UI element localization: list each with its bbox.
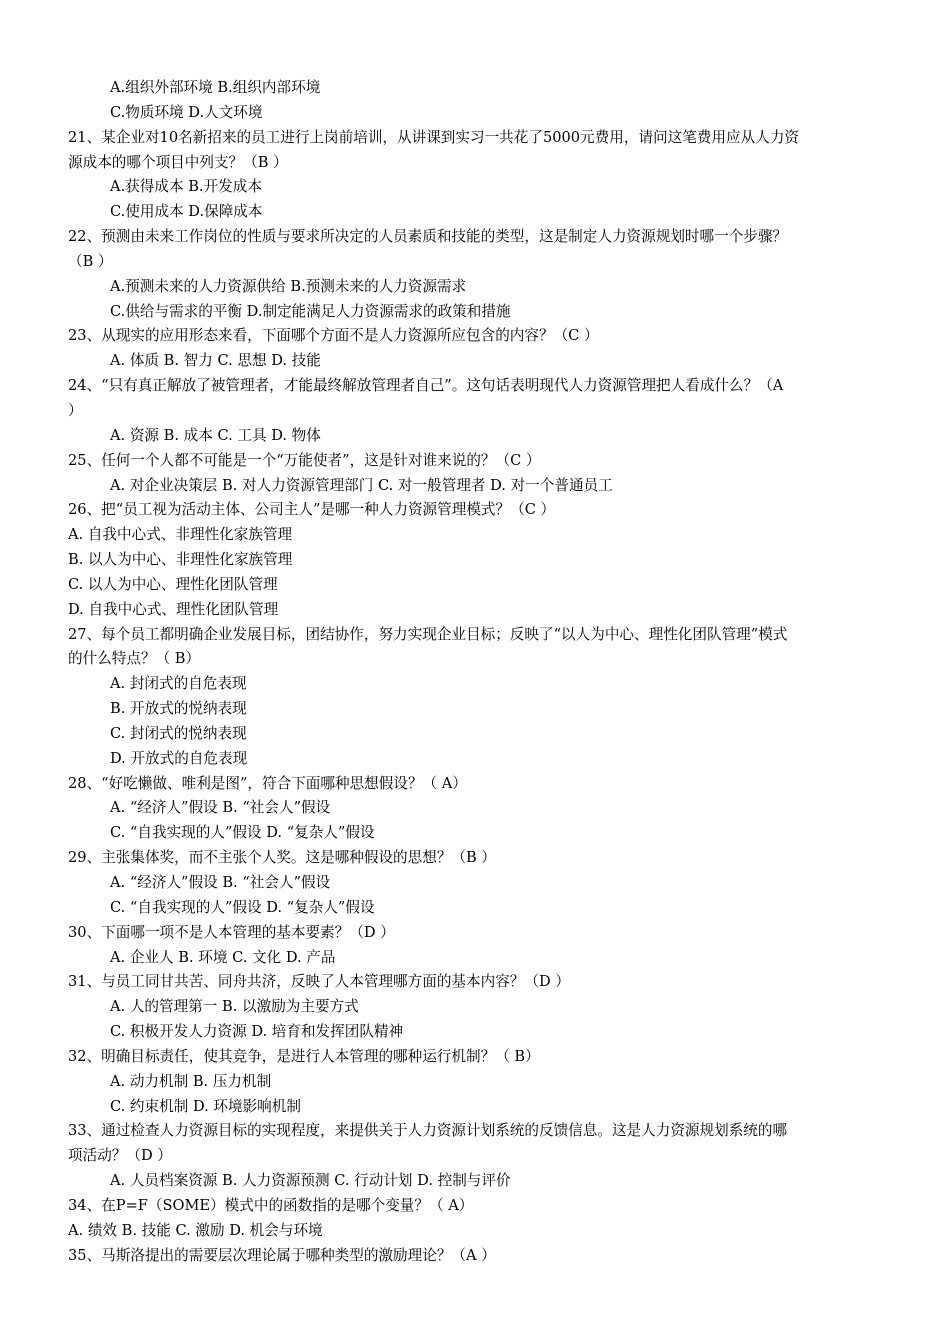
- answer-options-line: A.获得成本 B.开发成本: [110, 178, 262, 196]
- question-text-line: 26、把“员工视为活动主体、公司主人”是哪一种人力资源管理模式？（C ）: [68, 501, 556, 519]
- answer-options-line: C. “自我实现的人”假设 D. “复杂人”假设: [110, 824, 375, 842]
- answer-options-line: A. 人员档案资源 B. 人力资源预测 C. 行动计划 D. 控制与评价: [110, 1172, 511, 1190]
- answer-options-line: A. 体质 B. 智力 C. 思想 D. 技能: [110, 352, 321, 370]
- question-text-line: ）: [68, 401, 83, 419]
- answer-options-line: B. 开放式的悦纳表现: [110, 700, 247, 718]
- question-text-line: 23、从现实的应用形态来看，下面哪个方面不是人力资源所应包含的内容？（C ）: [68, 327, 599, 345]
- question-text-line: A. 绩效 B. 技能 C. 激励 D. 机会与环境: [68, 1221, 323, 1239]
- question-text-line: 22、预测由未来工作岗位的性质与要求所决定的人员素质和技能的类型，这是制定人力资源规划时哪一个步骤？: [68, 228, 788, 246]
- answer-options-line: C. 约束机制 D. 环境影响机制: [110, 1097, 301, 1115]
- answer-options-line: A. 企业人 B. 环境 C. 文化 D. 产品: [110, 948, 336, 966]
- question-text-line: 27、每个员工都明确企业发展目标，团结协作，努力实现企业目标；反映了“以人为中心、理性化团队管理”模式: [68, 625, 788, 643]
- answer-options-line: A. 对企业决策层 B. 对人力资源管理部门 C. 对一般管理者 D. 对一个普通员工: [110, 476, 613, 494]
- question-text-line: 28、“好吃懒做、唯利是图”，符合下面哪种思想假设？（ A）: [68, 774, 467, 792]
- answer-options-line: C. 积极开发人力资源 D. 培育和发挥团队精神: [110, 1023, 404, 1041]
- answer-options-line: A. 动力机制 B. 压力机制: [110, 1072, 272, 1090]
- question-text-line: 30、下面哪一项不是人本管理的基本要素？（D ）: [68, 923, 395, 941]
- question-text-line: （B ）: [68, 252, 113, 270]
- question-text-line: B. 以人为中心、非理性化家族管理: [68, 551, 293, 569]
- question-text-line: 31、与员工同甘共苦、同舟共济，反映了人本管理哪方面的基本内容？（D ）: [68, 973, 570, 991]
- answer-options-line: A. 人的管理第一 B. 以激励为主要方式: [110, 998, 359, 1016]
- question-text-line: 25、任何一个人都不可能是一个“万能使者”，这是针对谁来说的？（C ）: [68, 451, 541, 469]
- question-text-line: 32、明确目标责任，使其竞争，是进行人本管理的哪种运行机制？（ B）: [68, 1047, 540, 1065]
- answer-options-line: C. “自我实现的人”假设 D. “复杂人”假设: [110, 898, 375, 916]
- question-text-line: 源成本的哪个项目中列支？（B ）: [68, 153, 288, 171]
- question-text-line: 项活动？（D ）: [68, 1147, 172, 1165]
- question-text-line: 的什么特点？（ B）: [68, 650, 201, 668]
- answer-options-line: A. “经济人”假设 B. “社会人”假设: [110, 874, 331, 891]
- question-text-line: 24、“只有真正解放了被管理者，才能最终解放管理者自己”。这句话表明现代人力资源管理把人看成什么？（A: [68, 377, 784, 395]
- answer-options-line: C. 封闭式的悦纳表现: [110, 724, 247, 742]
- answer-options-line: C.物质环境 D.人文环境: [110, 103, 263, 121]
- question-text-line: 33、通过检查人力资源目标的实现程度，来提供关于人力资源计划系统的反馈信息。这是人力资源规划系统的哪: [68, 1122, 788, 1140]
- answer-options-line: C.供给与需求的平衡 D.制定能满足人力资源需求的政策和措施: [110, 302, 511, 320]
- answer-options-line: A. 资源 B. 成本 C. 工具 D. 物体: [110, 426, 321, 444]
- answer-options-line: D. 开放式的自危表现: [110, 749, 248, 767]
- answer-options-line: A.预测未来的人力资源供给 B.预测未来的人力资源需求: [110, 277, 467, 295]
- question-text-line: 29、主张集体奖，而不主张个人奖。这是哪种假设的思想？（B ）: [68, 849, 496, 867]
- question-text-line: D. 自我中心式、理性化团队管理: [68, 600, 279, 618]
- question-text-line: 35、马斯洛提出的需要层次理论属于哪种类型的激励理论？（A ）: [68, 1246, 496, 1264]
- question-text-line: 34、在P=F（SOME）模式中的函数指的是哪个变量？（ A）: [68, 1196, 474, 1214]
- question-text-line: A. 自我中心式、非理性化家族管理: [68, 526, 293, 544]
- answer-options-line: A.组织外部环境 B.组织内部环境: [110, 79, 321, 96]
- question-text-line: 21、某企业对10名新招来的员工进行上岗前培训，从讲课到实习一共花了5000元费用，请问这笔费用应从人力资: [68, 128, 800, 146]
- question-text-line: C. 以人为中心、理性化团队管理: [68, 575, 278, 593]
- answer-options-line: A. 封闭式的自危表现: [110, 675, 247, 693]
- answer-options-line: C.使用成本 D.保障成本: [110, 203, 263, 221]
- answer-options-line: A. “经济人”假设 B. “社会人”假设: [110, 799, 331, 817]
